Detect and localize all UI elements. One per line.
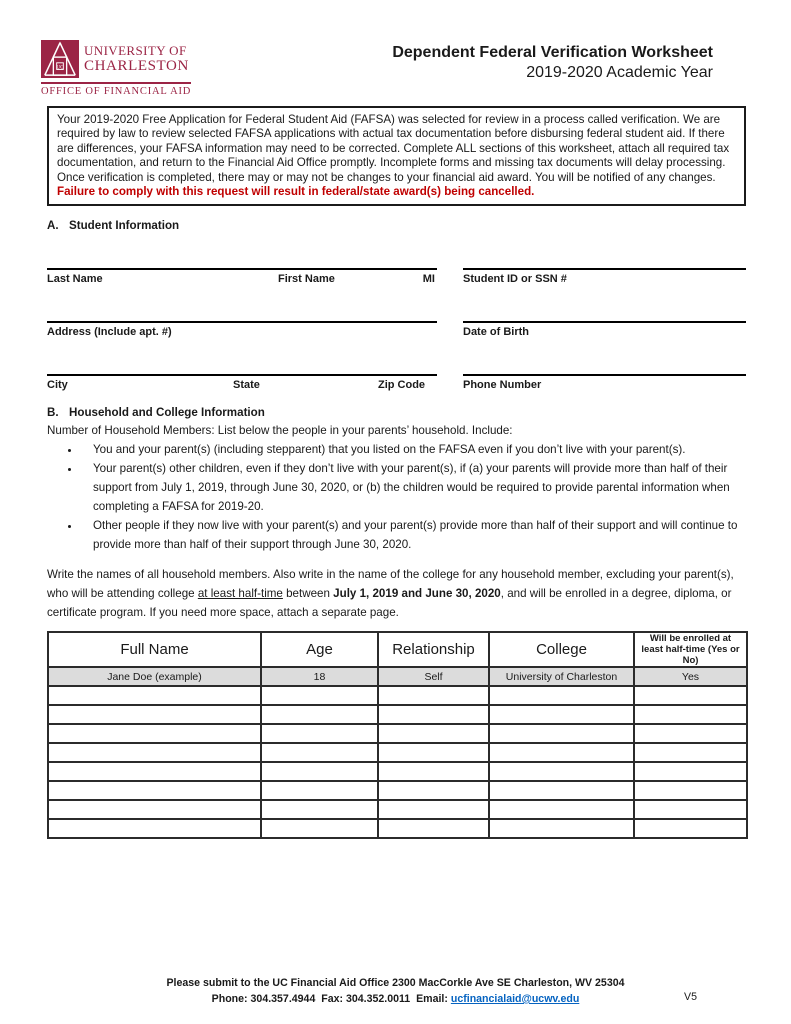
example-relationship: Self (378, 667, 489, 686)
zip-label: Zip Code (378, 379, 426, 392)
table-row (48, 705, 747, 724)
cell-college[interactable] (489, 705, 634, 724)
uc-tower-logo-icon (41, 40, 79, 78)
cell-relationship[interactable] (378, 762, 489, 781)
table-row (48, 762, 747, 781)
uc-logo (41, 40, 191, 97)
section-a-heading (47, 219, 746, 232)
phone-input-line[interactable] (463, 340, 746, 376)
example-college: University of Charleston (489, 667, 634, 686)
intro-notice (47, 106, 746, 206)
cell-full-name[interactable] (48, 705, 261, 724)
household-table (47, 631, 748, 839)
cell-college[interactable] (489, 724, 634, 743)
cell-relationship[interactable] (378, 800, 489, 819)
household-bullet-1: • You and your parent(s) (including stepparent) that you listed on the FAFSA even if you don’t live with your parent(s). (81, 440, 746, 459)
write-names-paragraph (47, 565, 746, 622)
table-row-example (48, 667, 747, 686)
logo-office-caption: OFFICE OF FINANCIAL AID (41, 82, 191, 97)
cell-age[interactable] (261, 724, 378, 743)
cell-college[interactable] (489, 819, 634, 838)
cell-relationship[interactable] (378, 781, 489, 800)
cell-enrolled[interactable] (634, 724, 747, 743)
cell-relationship[interactable] (378, 724, 489, 743)
cell-relationship[interactable] (378, 686, 489, 705)
cell-age[interactable] (261, 743, 378, 762)
svg-text:UC: UC (56, 64, 64, 71)
col-header-age: Age (261, 632, 378, 667)
cell-relationship[interactable] (378, 819, 489, 838)
cell-full-name[interactable] (48, 743, 261, 762)
example-full-name: Jane Doe (example) (48, 667, 261, 686)
page-header (0, 40, 791, 97)
cell-full-name[interactable] (48, 686, 261, 705)
table-row (48, 781, 747, 800)
cell-college[interactable] (489, 743, 634, 762)
cell-college[interactable] (489, 800, 634, 819)
cell-full-name[interactable] (48, 800, 261, 819)
table-row (48, 743, 747, 762)
cell-college[interactable] (489, 686, 634, 705)
page-subtitle: 2019-2020 Academic Year (526, 64, 713, 81)
cell-enrolled[interactable] (634, 743, 747, 762)
cell-enrolled[interactable] (634, 781, 747, 800)
household-members-intro: Number of Household Members: List below the people in your parents’ household. Include: (47, 424, 513, 438)
cell-age[interactable] (261, 800, 378, 819)
cell-enrolled[interactable] (634, 819, 747, 838)
table-header-row (48, 632, 747, 667)
mi-label: MI (422, 273, 435, 286)
fax-number: 304.352.0011 (345, 993, 411, 1005)
page-footer (0, 975, 791, 1007)
address-input-line[interactable] (47, 287, 437, 323)
col-header-college: College (489, 632, 634, 667)
col-header-enrolled: Will be enrolled at least half-time (Yes or No) (634, 632, 747, 667)
cell-age[interactable] (261, 819, 378, 838)
phone-label-footer: Phone: (211, 993, 248, 1005)
dob-label: Date of Birth (463, 326, 529, 339)
email-link[interactable]: ucfinancialaid@ucwv.edu (450, 993, 580, 1005)
last-name-label: Last Name (47, 273, 103, 286)
household-bullet-2: • Your parent(s) other children, even if they don’t live with your parent(s), if (a) your parents will provide more than half of their support from July 1, 2019, through June 30, 2020, or (b) the children would be required to provide parental information when completing a FAFSA for 2019-20. (81, 459, 746, 516)
col-header-relationship: Relationship (378, 632, 489, 667)
section-b-letter: B. (47, 406, 59, 420)
cell-college[interactable] (489, 781, 634, 800)
cell-enrolled[interactable] (634, 800, 747, 819)
write-para-underlined: at least half-time (197, 587, 283, 601)
version-label: V5 (684, 991, 697, 1003)
table-row (48, 800, 747, 819)
cell-age[interactable] (261, 705, 378, 724)
section-b-title: Household and College Information (69, 406, 265, 420)
cell-age[interactable] (261, 781, 378, 800)
cell-full-name[interactable] (48, 781, 261, 800)
cell-enrolled[interactable] (634, 686, 747, 705)
table-row (48, 819, 747, 838)
cell-enrolled[interactable] (634, 762, 747, 781)
first-name-label: First Name (278, 273, 335, 286)
intro-body-text: Your 2019-2020 Free Application for Federal Student Aid (FAFSA) was selected for review in a process called verification. We are required by law to review selected FAFSA applications with actual tax documentation before disbursing federal student aid. If there are differences, your FAFSA information may need to be corrected. Complete ALL sections of this worksheet, attach all required tax documentation, and return to the Financial Aid Office promptly. Incomplete forms and missing tax documents will delay processing. Once verification is completed, there may or may not be changes to your financial aid award. You will be notified of any changes. (57, 113, 730, 184)
household-bullet-list (47, 440, 746, 554)
write-para-part2: between (282, 587, 334, 601)
city-state-zip-input-line[interactable] (47, 340, 437, 376)
name-input-line[interactable] (47, 244, 437, 270)
section-a-letter: A. (47, 219, 59, 233)
cell-age[interactable] (261, 762, 378, 781)
logo-university-name: UNIVERSITY OF CHARLESTON (84, 43, 189, 74)
cell-relationship[interactable] (378, 705, 489, 724)
fax-label-footer: Fax: (321, 993, 344, 1005)
student-id-label: Student ID or SSN # (463, 273, 567, 286)
cell-full-name[interactable] (48, 762, 261, 781)
write-para-bold: July 1, 2019 and June 30, 2020 (333, 587, 501, 601)
intro-warning-text: Failure to comply with this request will result in federal/state award(s) being cancelled. (57, 185, 535, 199)
dob-input-line[interactable] (463, 287, 746, 323)
city-label: City (47, 379, 68, 392)
col-header-full-name: Full Name (48, 632, 261, 667)
section-b-heading (47, 406, 746, 419)
submit-address-line: Please submit to the UC Financial Aid Office 2300 MacCorkle Ave SE Charleston, WV 25304 (166, 977, 625, 989)
contact-line (0, 991, 791, 1007)
cell-full-name[interactable] (48, 819, 261, 838)
student-id-input-line[interactable] (463, 244, 746, 270)
cell-relationship[interactable] (378, 743, 489, 762)
household-bullet-3: • Other people if they now live with your parent(s) and your parent(s) provide more than half of their support and will continue to provide more than half of their support through June 30, 2020. (81, 516, 746, 554)
write-para-part1: Write the names of all household members. Also write in the name of the college for any household member, excluding your parent(s), who will be attending college (47, 568, 734, 601)
cell-full-name[interactable] (48, 724, 261, 743)
email-label-footer: Email: (416, 993, 448, 1005)
table-row (48, 686, 747, 705)
section-a-title: Student Information (69, 219, 180, 233)
cell-enrolled[interactable] (634, 705, 747, 724)
state-label: State (233, 379, 260, 392)
phone-number: 304.357.4944 (250, 993, 316, 1005)
cell-age[interactable] (261, 686, 378, 705)
write-para-part3: , and will be enrolled in a degree, diploma, or certificate program. If you need more space, attach a separate page. (47, 587, 732, 620)
phone-label: Phone Number (463, 379, 542, 392)
page-title: Dependent Federal Verification Worksheet (392, 44, 713, 61)
cell-college[interactable] (489, 762, 634, 781)
example-enrolled: Yes (634, 667, 747, 686)
table-row (48, 724, 747, 743)
example-age: 18 (261, 667, 378, 686)
address-label: Address (Include apt. #) (47, 326, 172, 339)
